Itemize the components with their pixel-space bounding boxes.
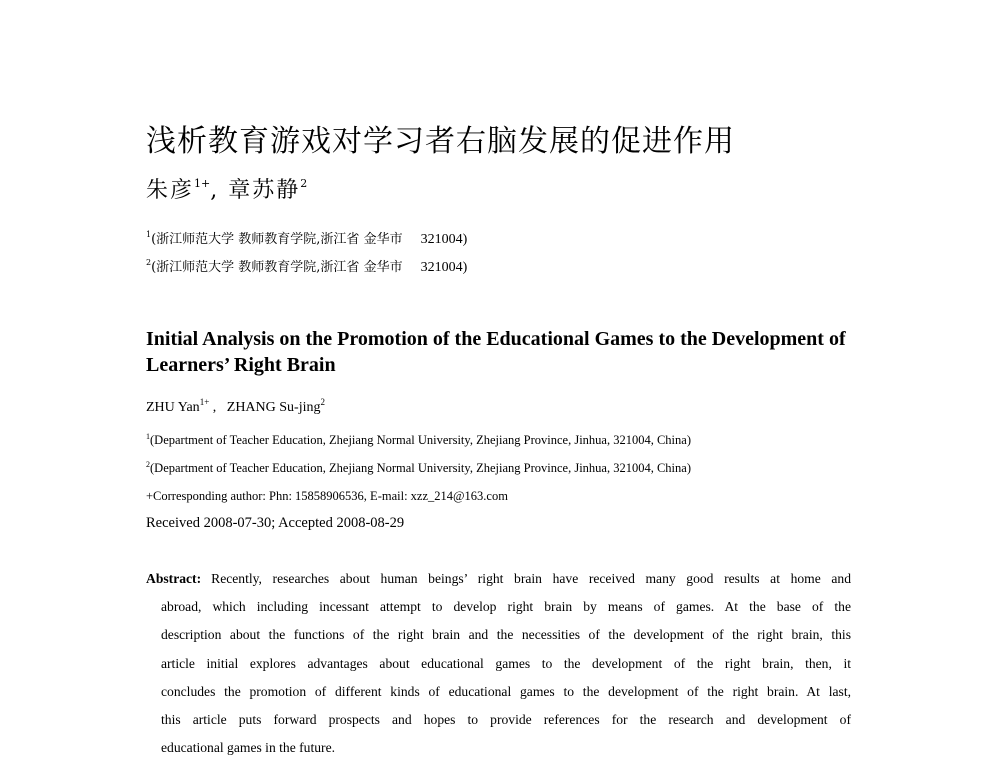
author-separator: , <box>210 178 229 203</box>
english-author-name: ZHU Yan <box>146 400 200 415</box>
english-affiliation <box>146 432 691 448</box>
chinese-author-name: 章苏静 <box>228 178 301 203</box>
affiliation-mark: 1 <box>146 432 150 441</box>
abstract-line-text: Recently, researches about human beings’ right brain have received many good results at home and <box>211 571 851 586</box>
affiliation-mark: 1 <box>146 230 152 239</box>
chinese-author-mark: 1+ <box>194 177 211 190</box>
english-authors <box>146 397 325 416</box>
chinese-affiliation <box>146 256 467 276</box>
chinese-title: 浅析教育游戏对学习者右脑发展的促进作用 <box>146 124 735 159</box>
received-dates: Received 2008-07-30; Accepted 2008-08-29 <box>146 515 405 531</box>
author-separator: , <box>209 400 227 415</box>
abstract <box>146 565 851 762</box>
abstract-line: educational games in the future. <box>161 740 336 756</box>
chinese-author-mark: 2 <box>300 177 308 190</box>
abstract-line: article initial explores advantages about educational games to the development of the right brain, then, it <box>161 655 851 671</box>
abstract-line: abroad, which including incessant attempt to develop right brain by means of games. At the base of the <box>161 599 851 615</box>
abstract-heading: Abstract: <box>146 571 202 586</box>
abstract-line: this article puts forward prospects and hopes to provide references for the research and development of <box>161 712 851 728</box>
affiliation-text: (Department of Teacher Education, Zhejiang Normal University, Zhejiang Province, Jinhua, 321004, China) <box>150 433 691 447</box>
affiliation-mark: 2 <box>146 460 150 469</box>
affiliation-text: (浙江师范大学 教师教育学院,浙江省 金华市 <box>151 232 403 247</box>
english-affiliation <box>146 460 691 476</box>
english-author-mark: 1+ <box>199 397 210 407</box>
affiliation-text: (浙江师范大学 教师教育学院,浙江省 金华市 <box>151 260 403 275</box>
abstract-line: concludes the promotion of different kinds of educational games to the development of the right brain. At last, <box>161 683 851 699</box>
abstract-line: description about the functions of the right brain and the necessities of the development of the right brain, this <box>161 627 851 643</box>
abstract-line <box>146 565 851 593</box>
corresponding-author: +Corresponding author: Phn: 15858906536, E-mail: xzz_214@163.com <box>146 489 508 503</box>
english-author-name: ZHANG Su-jing <box>226 400 321 415</box>
chinese-author-name: 朱彦 <box>146 178 195 203</box>
chinese-affiliation <box>146 228 467 248</box>
english-author-mark: 2 <box>320 397 325 407</box>
affiliation-mark: 2 <box>146 258 152 267</box>
chinese-authors <box>146 173 307 204</box>
affiliation-text: (Department of Teacher Education, Zhejiang Normal University, Zhejiang Province, Jinhua, 321004, China) <box>150 461 691 475</box>
postal-code: 321004) <box>420 260 468 275</box>
english-title: Initial Analysis on the Promotion of the Educational Games to the Development of Learners’ Right Brain <box>146 328 846 376</box>
postal-code: 321004) <box>420 232 468 247</box>
